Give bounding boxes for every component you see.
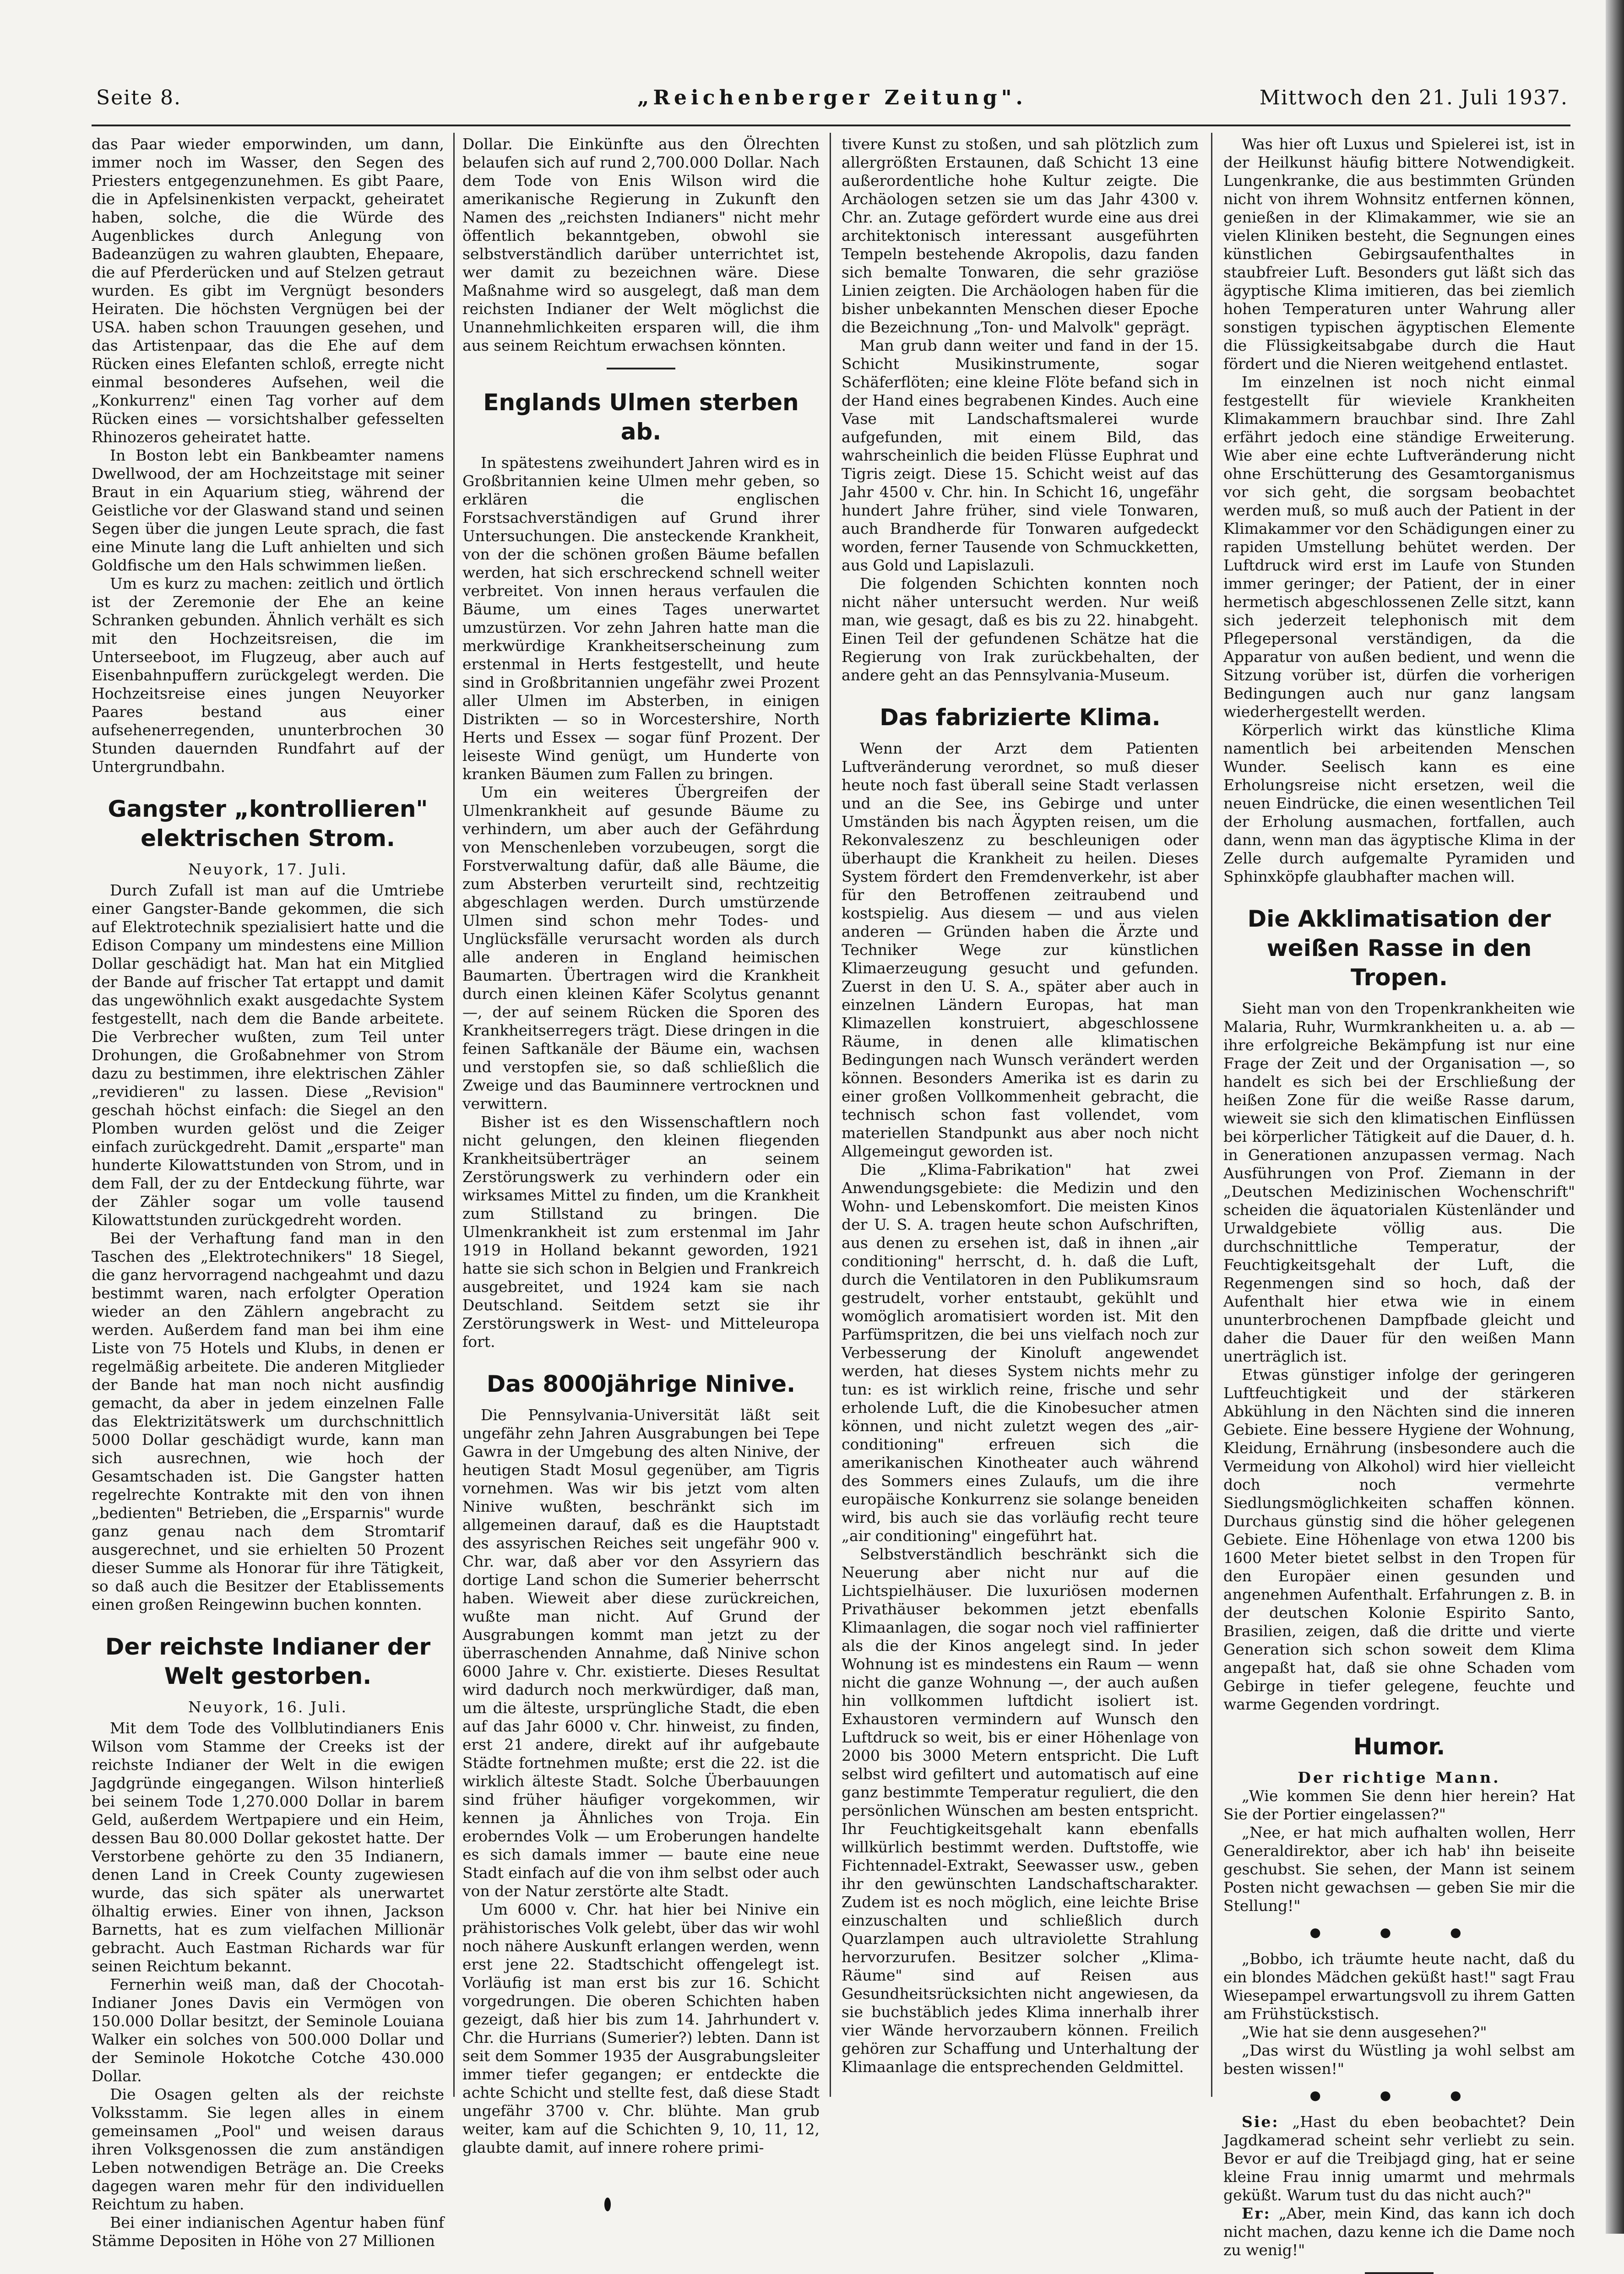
paragraph: Die folgenden Schichten konnten noch nicht näher untersucht werden. Nur weiß man, wie gesagt, daß es bis zu 22. hinabgeht. Einen Teil der gefundenen Schätze hat die Regierung von Irak zurückbehalten, der andere geht an das Pennsylvania-Museum. — [842, 575, 1199, 684]
column-rule — [830, 133, 831, 2097]
paragraph: Bei der Verhaftung fand man in den Taschen des „Elektrotechnikers" 18 Siegel, die ganz hervorragend nachgeahmt und dazu bestimmt waren, nach erfolgter Operation wieder an den Zählern angebracht zu werden. Außerdem fand man bei ihm eine Liste von 75 Hotels und Klubs, in denen er regelmäßig arbeitete. Die anderen Mitglieder der Bande hat man noch nicht ausfindig gemacht, da aber in jedem einzelnen Falle das Elektrizitätswerk um durchschnittlich 5000 Dollar geschädigt wurde, kann man sich ausrechnen, wie hoch der Gesamtschaden ist. Die Gangster hatten regelrechte Kontrakte mit den von ihnen „bedienten" Betrieben, die „Ersparnis" wurde ganz genau nach dem Stromtarif ausgerechnet, und sie erhielten 50 Prozent dieser Summe als Honorar für ihre Tätigkeit, so daß auch die Besitzer der Etablissements einen großen Reingewinn buchen konnten. — [92, 1229, 444, 1613]
joke-line: „Bobbo, ich träumte heute nacht, daß du ein blondes Mädchen geküßt hast!" sagt Frau Wiesepampel erwartungsvoll zu ihrem Gatten am Frühstückstisch. — [1223, 1950, 1575, 2023]
end-rule — [1365, 2272, 1434, 2274]
paragraph: das Paar wieder emporwinden, um dann, immer noch im Wasser, den Segen des Priesters entgegenzunehmen. Es gibt Paare, die in Apfelsinenkisten verpackt, geheiratet haben, solche, die die Würde des Augenblickes durch Anlegung von Badeanzügen zu wahren glaubten, Ehepaare, die auf Pferderücken und auf Stelzen getraut wurden. Es gibt im Vergnügt besonders Heiraten. Die höchsten Vergnügen bei der USA. haben schon Trauungen gesehen, und das Artistenpaar, das die Ehe auf dem Rücken eines Elefanten schloß, erregte nicht einmal besonderes Aufsehen, weil die „Konkurrenz" einen Tag vorher auf dem Rücken eines — vorsichtshalber gefesselten Rhinozeros geheiratet hatte. — [92, 135, 444, 446]
issue-date: Mittwoch den 21. Juli 1937. — [1259, 86, 1568, 109]
joke-text: „Aber, mein Kind, das kann ich doch nicht machen, dazu kenne ich die Dame noch zu wenig!" — [1223, 2204, 1575, 2259]
scan-border — [1606, 0, 1624, 2234]
paragraph: Man grub dann weiter und fand in der 15. Schicht Musikinstrumente, sogar Schäferflöten; eine kleine Flöte befand sich in der Hand eines begrabenen Kindes. Auch eine Vase mit Landschaftsmalerei wurde aufgefunden, mit einem Bild, das wahrscheinlich die beiden Flüsse Euphrat und Tigris zeigt. Diese 15. Schicht weist auf das Jahr 4500 v. Chr. hin. In Schicht 16, ungefähr hundert Jahre früher, sind viele Tonwaren, auch Brandherde für Tonwaren aufgedeckt worden, ferner Tausende von Schmuckketten, aus Gold und Lapislazuli. — [842, 336, 1199, 574]
speaker-label: Sie: — [1242, 2113, 1279, 2131]
paragraph: Wenn der Arzt dem Patienten Luftveränderung verordnet, so muß dieser heute noch fast überall seine Stadt verlassen und an die See, ins Gebirge und unter Umständen bis nach Ägypten reisen, um die Rekonvaleszenz zu beschleunigen oder überhaupt die Krankheit zu heilen. Dieses System fördert den Fremdenverkehr, ist aber für den Betroffenen zeitraubend und kostspielig. Aus diesem — und aus vielen anderen — Gründen haben die Ärzte und Techniker Wege zur künstlichen Klimaerzeugung gesucht und gefunden. Zuerst in den U. S. A., später aber auch in einzelnen Ländern Europas, hat man Klimazellen konstruiert, abgeschlossene Räume, in denen alle klimatischen Bedingungen nach Wunsch verändert werden können. Besonders Amerika ist es darin zu einer großen Vollkommenheit gebracht, die technisch schon fast vollendet, vom materiellen Standpunkt aus aber noch nicht Allgemeingut geworden ist. — [842, 739, 1199, 1160]
column-rule — [1211, 133, 1212, 2097]
article-headline: Das 8000jährige Ninive. — [486, 1371, 796, 1397]
paragraph: Um ein weiteres Übergreifen der Ulmenkrankheit auf gesunde Bäume zu verhindern, um aber auch der Gefährdung von Menschenleben vorzubeugen, sorgt die Forstverwaltung dafür, daß alle Bäume, die zum Absterben verurteilt sind, rechtzeitig abgeschlagen werden. Durch umstürzende Ulmen sind schon mehr Todes- und Unglücksfälle verursacht worden als durch alle anderen in England heimischen Baumarten. Übertragen wird die Krankheit durch einen kleinen Käfer Scolytus genannt —, der auf seinem Rücken die Sporen des Krankheitserregers trägt. Diese dringen in die feinen Saftkanäle der Bäume ein, wachsen und verstopfen sie, so daß schließlich die Zweige und das Bauminnere vertrocknen und verwittern. — [462, 783, 820, 1113]
section-headline-humor: Humor. — [1353, 1733, 1445, 1760]
joke-text: „Hast du eben beobachtet? Dein Jagdkamerad scheint sehr verliebt zu sein. Bevor er auf die Treibjagd ging, hat er seine kleine Frau innig umarmt und mehrmals geküßt. Warum tust du das nicht auch?" — [1223, 2113, 1575, 2204]
header-rule — [92, 125, 1570, 126]
paragraph: Körperlich wirkt das künstliche Klima namentlich bei arbeitenden Menschen Wunder. Seelisch kann es eine Erholungsreise nicht ersetzen, weil die neuen Eindrücke, die einen wesentlichen Teil der Erholung ausmachen, fortfallen, auch dann, wenn man das ägyptische Klima in der Zelle durch aufgemalte Pyramiden und Sphinxköpfe glaubhafter machen will. — [1223, 721, 1575, 885]
paragraph: Bisher ist es den Wissenschaftlern noch nicht gelungen, den kleinen fliegenden Krankheitsüberträger an seinem Zerstörungswerk zu verhindern oder ein wirksames Mittel zu finden, um die Krankheit zum Stillstand zu bringen. Die Ulmenkrankheit ist zum erstenmal im Jahr 1919 in Holland bekannt geworden, 1921 hatte sie sich schon in Belgien und Frankreich ausgebreitet, und 1924 kam sie nach Deutschland. Seitdem setzt sie ihr Zerstörungswerk in West- und Mitteleuropa fort. — [462, 1113, 820, 1351]
paragraph: Etwas günstiger infolge der geringeren Luftfeuchtigkeit und der stärkeren Abkühlung in den Nächten sind die inneren Gebiete. Eine bessere Hygiene der Wohnung, Kleidung, Ernährung (insbesondere auch die Vermeidung von Alkohol) wird hier vielleicht doch noch vermehrte Siedlungsmöglichkeiten schaffen können. Durchaus günstig sind die höher gelegenen Gebiete. Eine Höhenlage von etwa 1200 bis 1600 Meter bietet selbst in den Tropen für den Europäer einen gesunden und angenehmen Aufenthalt. Erfahrungen z. B. in der deutschen Kolonie Espirito Santo, Brasilien, zeigen, daß die dritte und vierte Generation sich schon soweit dem Klima angepaßt hat, daß sie ohne Schaden vom Gebirge in tiefer gelegene, feuchte und warme Gegenden vordringt. — [1223, 1366, 1575, 1713]
paragraph: In spätestens zweihundert Jahren wird es in Großbritannien keine Ulmen mehr geben, so erklären die englischen Forstsachverständigen auf Grund ihrer Untersuchungen. Die ansteckende Krankheit, von der die schönen großen Bäume befallen werden, hat sich erschreckend schnell weiter verbreitet. Von innen heraus verfaulen die Bäume, um eines Tages unerwartet umzustürzen. Vor zehn Jahren hatte man die merkwürdige Krankheitserscheinung zum erstenmal in Herts festgestellt, und heute sind in Großbritannien ungefähr zwei Prozent aller Ulmen im Absterben, in einigen Distrikten — so in Worcestershire, North Herts und Essex — sogar fünf Prozent. Der leiseste Wind genügt, um Hunderte von kranken Bäumen zum Fallen zu bringen. — [462, 454, 820, 783]
joke-line: „Wie kommen Sie denn hier herein? Hat Sie der Portier eingelassen?" — [1223, 1787, 1575, 1823]
paragraph: Sieht man von den Tropenkrankheiten wie Malaria, Ruhr, Wurmkrankheiten u. a. ab — ihre erfolgreiche Bekämpfung ist nur eine Frage der Zeit und der Organisation —, so handelt es sich bei der Erschließung der heißen Zone für die weiße Rasse darum, wieweit sie sich den klimatischen Einflüssen bei körperlicher Tätigkeit auf die Dauer, d. h. in Generationen anzupassen vermag. Nach Ausführungen von Prof. Ziemann in der „Deutschen Medizinischen Wochenschrift" scheiden die äquatorialen Küstenländer und Urwaldgebiete völlig aus. Die durchschnittliche Temperatur, der Feuchtigkeitsgehalt der Luft, die Regenmengen sind so hoch, daß der Aufenthalt hier etwa wie in einem ununterbrochenen Dampfbade gleicht und daher die Dauer für den weißen Mann unerträglich ist. — [1223, 999, 1575, 1365]
article-headline: Gangster „kontrollieren" elektrischen Strom. — [108, 796, 428, 852]
joke-line — [1223, 2204, 1575, 2259]
paragraph: Die „Klima-Fabrikation" hat zwei Anwendungsgebiete: die Medizin und den Wohn- und Lebenskomfort. Die meisten Kinos der U. S. A. tragen heute schon Aufschriften, aus denen zu ersehen ist, daß in ihnen „air conditioning" herrscht, d. h. daß die Luft, durch die Ventilatoren in den Publikumsraum gestrudelt, vorher entstaubt, gekühlt und womöglich aromatisiert worden ist. Mit den Parfümspritzen, die bei uns vielfach noch zur Verbesserung der Kinoluft angewendet werden, hat dieses System nichts mehr zu tun: es ist wirklich reine, frische und sehr erholende Luft, die die Kinobesucher atmen können, und nicht zuletzt wegen des „air-conditioning" erfreuen sich die amerikanischen Kinotheater auch während des Sommers eines Zulaufs, um die ihre europäische Konkurrenz sie solange beneiden wird, bis auch sie das vorläufig recht teure „air conditioning" eingeführt hat. — [842, 1161, 1199, 1545]
dot-separator: ● ● ● — [1309, 2088, 1489, 2103]
paragraph: Was hier oft Luxus und Spielerei ist, ist in der Heilkunst häufig bittere Notwendigkeit. Lungenkranke, die aus bestimmten Gründen nicht von ihrem Wohnsitz entfernen können, genießen in der Klimakammer, wie sie an vielen Kliniken besteht, die Segnungen eines künstlichen Gebirgsaufenthaltes in staubfreier Luft. Besonders gut läßt sich das ägyptische Klima imitieren, das bei ziemlich hohen Temperaturen unter Wahrung aller sonstigen typischen ägyptischen Elemente die Flüssigkeitsabgabe durch die Haut fördert und die Nieren weitgehend entlastet. — [1223, 135, 1575, 373]
article-headline: Die Akklimatisation der weißen Rasse in den Tropen. — [1247, 906, 1551, 991]
scan-speck — [604, 2198, 611, 2211]
paragraph: In Boston lebt ein Bankbeamter namens Dwellwood, der am Hochzeitstage mit seiner Braut in ein Aquarium stieg, während der Geistliche vor der Glaswand stand und seinen Segen über die jungen Leute sprach, die fast eine Minute lang die Luft anhielten und sich Goldfische um den Hals schwimmen ließen. — [92, 446, 444, 574]
paragraph: tivere Kunst zu stoßen, und sah plötzlich zum allergrößten Erstaunen, daß Schicht 13 eine außerordentliche hohe Kultur zeigte. Die Archäologen setzen sie um das Jahr 4300 v. Chr. an. Zutage gefördert wurde eine aus drei architektonisch interessant ausgeführten Tempeln bestehende Akropolis, dazu fanden sich bemalte Tonwaren, die sehr graziöse Linien zeigten. Die Archäologen haben für die bisher unbekannten Menschen dieser Epoche die Bezeichnung „Ton- und Malvolk" geprägt. — [842, 135, 1199, 336]
paragraph: Bei einer indianischen Agentur haben fünf Stämme Depositen in Höhe von 27 Millionen — [92, 2214, 444, 2250]
paragraph: Die Pennsylvania-Universität läßt seit ungefähr zehn Jahren Ausgrabungen bei Tepe Gawra in der Umgebung des alten Ninive, der heutigen Stadt Mosul gegenüber, am Tigris vornehmen. Was wir bis jetzt vom alten Ninive wußten, beschränkt sich im allgemeinen darauf, daß es die Hauptstadt des assyrischen Reiches seit ungefähr 900 v. Chr. war, daß aber vor den Assyriern das dortige Land schon die Sumerier beherrscht haben. Wieweit aber diese zurückreichen, wußte man nicht. Auf Grund der Ausgrabungen kommt man jetzt zu der überraschenden Annahme, daß Ninive schon 6000 Jahre v. Chr. existierte. Dieses Resultat wird dadurch noch merkwürdiger, daß man, um die älteste, ursprüngliche Stadt, die eben auf das Jahr 6000 v. Chr. hinweist, zu finden, erst 21 andere, direkt auf ihr aufgebaute Städte fortnehmen mußte; erst die 22. ist die wirklich älteste Stadt. Solche Überbauungen sind früher häufiger vorgekommen, wir kennen ja Ähnliches von Troja. Ein eroberndes Volk — um Eroberungen handelte es sich damals immer — baute eine neue Stadt einfach auf die von ihm selbst oder auch von der Natur zerstörte alte Stadt. — [462, 1406, 820, 1900]
joke-line: „Nee, er hat mich aufhalten wollen, Herr Generaldirektor, aber ich hab' ihn beiseite geschubst. Sie sehen, der Mann ist seinem Posten nicht gewachsen — geben Sie mir die Stellung!" — [1223, 1824, 1575, 1915]
column-1 — [92, 135, 444, 2250]
joke-line: „Wie hat sie denn ausgesehen?" — [1242, 2023, 1487, 2041]
paragraph: Selbstverständlich beschränkt sich die Neuerung aber nicht nur auf die Lichtspielhäuser. Die luxuriösen modernen Privathäuser bekommen jetzt ebenfalls Klimaanlagen, die sogar noch viel raffinierter als die der Kinos angelegt sind. In jeder Wohnung ist es mindestens ein Raum — wenn nicht die ganze Wohnung —, der auch außen hin vollkommen luftdicht isoliert ist. Exhaustoren vermindern auf Wunsch den Luftdruck so weit, bis er einer Höhenlage von 2000 bis 3000 Metern entspricht. Die Luft selbst wird gefiltert und automatisch auf eine ganz bestimmte Temperatur reguliert, die den persönlichen Wünschen am besten entspricht. Ihr Feuchtigkeitsgehalt kann ebenfalls willkürlich bestimmt werden. Duftstoffe, wie Fichtennadel-Extrakt, Seewasser usw., geben ihr den gewünschten Landschaftscharakter. Zudem ist es noch möglich, eine leichte Brise einzuschalten und schließlich durch Quarzlampen auch ultraviolette Strahlung hervorzurufen. Besitzer solcher „Klima-Räume" sind auf Reisen aus Gesundheitsrücksichten nicht angewiesen, da sie buchstäblich jedes Klima innerhalb ihrer vier Wände hervorzaubern können. Freilich gehören zur Schaffung und Unterhaltung der Klimaanlage die entsprechenden Geldmittel. — [842, 1545, 1199, 2076]
paragraph: Um 6000 v. Chr. hat hier bei Ninive ein prähistorisches Volk gelebt, über das wir wohl noch nähere Auskunft erlangen werden, wenn erst jene 22. Stadtschicht offengelegt ist. Vorläufig ist man erst bis zur 16. Schicht vorgedrungen. Die oberen Schichten haben gezeigt, daß hier bis zum 14. Jahrhundert v. Chr. die Hurrians (Sumerier?) lebten. Dann ist seit dem Sommer 1935 der Ausgrabungsleiter immer tiefer gegangen; er entdeckte die achte Schicht und stellte fest, daß diese Stadt ungefähr 3700 v. Chr. blühte. Man grub weiter, kam auf die Schichten 9, 10, 11, 12, glaubte damit, auf innere rohere primi- — [462, 1900, 820, 2156]
separator-rule — [607, 368, 675, 369]
column-2 — [462, 135, 820, 2209]
dateline: Neuyork, 17. Juli. — [188, 860, 348, 878]
dot-separator: ● ● ● — [1309, 1925, 1489, 1940]
page-header — [96, 82, 1568, 119]
joke-line — [1223, 2113, 1575, 2204]
paragraph: Durch Zufall ist man auf die Umtriebe einer Gangster-Bande gekommen, die sich auf Elektrotechnik spezialisiert hatte und die Edison Company um mindestens eine Million Dollar geschädigt hat. Man hat ein Mitglied der Bande auf frischer Tat ertappt und damit das ungewöhnlich exakt ausgedachte System festgestellt, nach dem die Bande arbeitete. Die Verbrecher wußten, zum Teil unter Drohungen, die Großabnehmer von Strom dazu zu bestimmen, ihre elektrischen Zähler „revidieren" zu lassen. Diese „Revision" geschah höchst einfach: die Siegel an den Plomben wurden gelöst und die Zeiger einfach zurückgedreht. Damit „ersparte" man hunderte Kilowattstunden von Strom, und in dem Fall, der zu der Entdeckung führte, war der Zähler sogar um volle tausend Kilowattstunden zurückgedreht worden. — [92, 881, 444, 1229]
paragraph: Fernerhin weiß man, daß der Chocotah-Indianer Jones Davis ein Vermögen von 150.000 Dollar besitzt, der Seminole Louiana Walker ein solches von 500.000 Dollar und der Seminole Hokotche Cotche 430.000 Dollar. — [92, 1976, 444, 2085]
speaker-label: Er: — [1242, 2204, 1271, 2222]
column-4 — [1223, 135, 1575, 2259]
article-headline: Der reichste Indianer der Welt gestorben. — [105, 1634, 431, 1689]
paragraph: Mit dem Tode des Vollblutindianers Enis Wilson vom Stamme der Creeks ist der reichste Indianer der Welt in die ewigen Jagdgründe eingegangen. Wilson hinterließ bei seinem Tode 1,270.000 Dollar in barem Geld, außerdem Wertpapiere und ein Heim, dessen Bau 80.000 Dollar gekostet hatte. Der Verstorbene gehörte zu den 35 Indianern, denen Land in Creek County zugewiesen wurde, das sich später als unerwartet ölhaltig erwies. Einer von ihnen, Jackson Barnetts, hat es zum vielfachen Millionär gebracht. Auch Eastman Richards war für seinen Reichtum bekannt. — [92, 1719, 444, 1975]
column-rule — [453, 133, 455, 2097]
column-3 — [842, 135, 1199, 2209]
dateline: Neuyork, 16. Juli. — [188, 1698, 348, 1716]
article-headline: Das fabrizierte Klima. — [880, 704, 1161, 731]
joke-title: Der richtige Mann. — [1298, 1769, 1501, 1786]
page-number: Seite 8. — [96, 86, 181, 109]
paragraph: Um es kurz zu machen: zeitlich und örtlich ist der Zeremonie der Ehe an keine Schranken gebunden. Ähnlich verhält es sich mit den Hochzeitsreisen, die im Unterseeboot, im Flugzeug, aber auch auf Eisenbahnpuffern zurückgelegt werden. Die Hochzeitsreise eines jungen Neuyorker Paares bestand aus einer aufsehenerregenden, ununterbrochen 30 Stunden dauernden Rundfahrt auf der Untergrundbahn. — [92, 575, 444, 776]
paragraph: Dollar. Die Einkünfte aus den Ölrechten belaufen sich auf rund 2,700.000 Dollar. Nach dem Tode von Enis Wilson wird die amerikanische Regierung in Zukunft den Namen des „reichsten Indianers" nicht mehr öffentlich bekanntgeben, obwohl sie selbstverständlich darüber unterrichtet ist, wer damit zu bezeichnen wäre. Diese Maßnahme wird so ausgelegt, daß man dem reichsten Indianer der Welt möglichst die Unannehmlichkeiten ersparen will, die ihm aus seinem Reichtum erwachsen könnten. — [462, 135, 820, 354]
newspaper-title: „Reichenberger Zeitung". — [637, 86, 1027, 109]
paragraph: Die Osagen gelten als der reichste Volksstamm. Sie legen alles in einem gemeinsamen „Pool" und weisen daraus ihren Volksgenossen die zum anständigen Leben notwendigen Beträge an. Die Creeks dagegen waren mehr für den individuellen Reichtum zu haben. — [92, 2085, 444, 2213]
joke-line: „Das wirst du Wüstling ja wohl selbst am besten wissen!" — [1223, 2041, 1575, 2078]
paragraph: Im einzelnen ist noch nicht einmal festgestellt für wieviele Krankheiten Klimakammern brauchbar sind. Ihre Zahl erfährt jedoch eine ständige Erweiterung. Wie aber eine echte Luftveränderung nicht ohne Erschütterung des Gesamtorganismus vor sich geht, die sorgsam beobachtet werden muß, so muß auch der Patient in der Klimakammer vor den Schädigungen einer zu rapiden Umstellung behütet werden. Der Luftdruck wird erst im Laufe von Stunden immer geringer; der Patient, der in einer hermetisch abgeschlossenen Zelle sitzt, kann sich jederzeit telephonisch mit dem Pflegepersonal verständigen, da die Apparatur von außen bedient, und wenn die Sitzung vorüber ist, dürfen die vorherigen Bedingungen auch nur ganz langsam wiederhergestellt werden. — [1223, 373, 1575, 721]
article-headline: Englands Ulmen sterben ab. — [483, 389, 799, 445]
